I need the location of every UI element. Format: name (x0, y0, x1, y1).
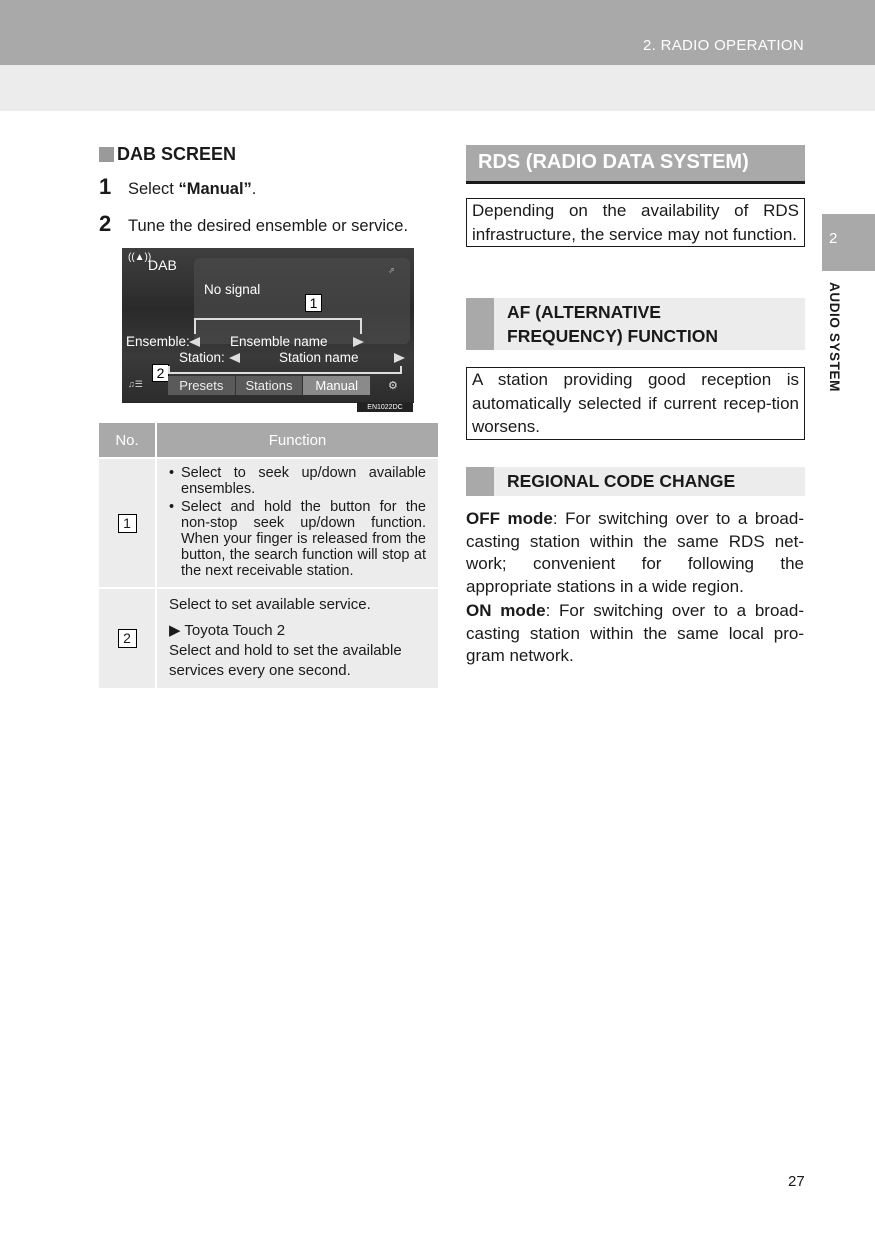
step-text: Select “Manual”. (128, 180, 257, 198)
col-header-no: No. (99, 423, 156, 458)
rds-title-text: RDS (RADIO DATA SYSTEM) (478, 151, 749, 173)
step-number: 1 (99, 174, 112, 199)
af-heading (466, 298, 805, 350)
chapter-tab-number: 2 (829, 230, 838, 247)
on-mode-label: ON mode (466, 601, 546, 620)
off-mode-text: : For switching over to a broad-casting station within the same RDS net-work; convenient for following the appropriate stations in a wide region. (466, 509, 804, 596)
dab-heading-text: DAB SCREEN (117, 144, 237, 164)
heading-bar (466, 467, 494, 496)
step-number: 2 (99, 211, 112, 236)
menu-icon[interactable]: ♫☰ (128, 379, 143, 389)
settings-icon[interactable]: ⚙ (388, 380, 398, 392)
dab-screen-heading (99, 144, 236, 165)
af-description-text: A station providing good reception is automatically selected if current recep-tion worsens. (472, 370, 799, 436)
rds-intro-text: Depending on the availability of RDS infrastructure, the service may not function. (472, 201, 799, 244)
tab-presets[interactable]: Presets (168, 376, 236, 395)
chapter-side-label (827, 282, 847, 412)
off-mode-label: OFF mode (466, 509, 553, 528)
station-label: Station: (179, 350, 225, 365)
page-number: 27 (788, 1173, 805, 1190)
dab-screenshot (122, 248, 414, 403)
table-row (99, 588, 438, 688)
function-table (99, 423, 438, 688)
no-signal-text: No signal (204, 282, 261, 297)
heading-bar (466, 298, 494, 350)
side-label-text: AUDIO SYSTEM (827, 282, 842, 392)
rds-intro-box (466, 198, 805, 247)
ensemble-seek-up-button[interactable] (353, 337, 364, 347)
callout-1: 1 (305, 294, 322, 312)
af-heading-line1: AF (ALTERNATIVE (507, 302, 661, 322)
station-next-button[interactable] (394, 353, 405, 363)
rds-section-title (466, 145, 805, 184)
step-2 (99, 211, 408, 237)
function-text: Select to set available service. (169, 596, 371, 613)
ensemble-seek-down-button[interactable] (189, 337, 200, 347)
tab-stations[interactable]: Stations (236, 376, 304, 395)
step-1 (99, 174, 256, 200)
tab-manual[interactable]: Manual (303, 376, 371, 395)
on-mode-text: : For switching over to a broad-casting station within the same local pro-gram network. (466, 601, 804, 665)
row-number: 2 (118, 629, 137, 648)
header-bar (0, 0, 875, 65)
table-row (99, 458, 438, 588)
on-mode-paragraph (466, 600, 804, 668)
dab-mode-label: DAB (148, 257, 177, 273)
callout-2: 2 (152, 364, 169, 382)
list-item: • Select and hold the button for the non-stop seek up/down function. When your finger is released from the button, the search function will stop at the next receivable station. (169, 499, 426, 579)
regional-heading-text: REGIONAL CODE CHANGE (507, 471, 736, 491)
af-description-box (466, 367, 805, 440)
ensemble-label: Ensemble: (126, 334, 190, 349)
chapter-tab (822, 214, 875, 271)
image-code: EN1022DC (357, 403, 413, 412)
regional-heading (466, 467, 805, 496)
antenna-icon: ((▲)) (128, 252, 152, 263)
source-tabs (168, 376, 371, 395)
station-prev-button[interactable] (229, 353, 240, 363)
ensemble-name: Ensemble name (230, 334, 328, 349)
list-item: • Select to seek up/down available ensembles. (169, 465, 426, 497)
square-bullet-icon (99, 147, 114, 162)
row-number: 1 (118, 514, 137, 533)
function-text: Select and hold to set the available services every one second. (169, 642, 402, 679)
header-band (0, 65, 875, 111)
callout-2-bracket (168, 366, 402, 374)
chapter-title: 2. RADIO OPERATION (643, 37, 804, 54)
step-text: Tune the desired ensemble or service. (128, 217, 409, 235)
callout-1-bracket (194, 318, 362, 334)
col-header-function: Function (156, 423, 438, 458)
station-name: Station name (279, 350, 359, 365)
signal-icon: ⇗ (388, 266, 395, 275)
model-label: ▶ Toyota Touch 2 (169, 622, 286, 639)
af-heading-line2: FREQUENCY) FUNCTION (507, 326, 718, 346)
off-mode-paragraph (466, 508, 804, 598)
